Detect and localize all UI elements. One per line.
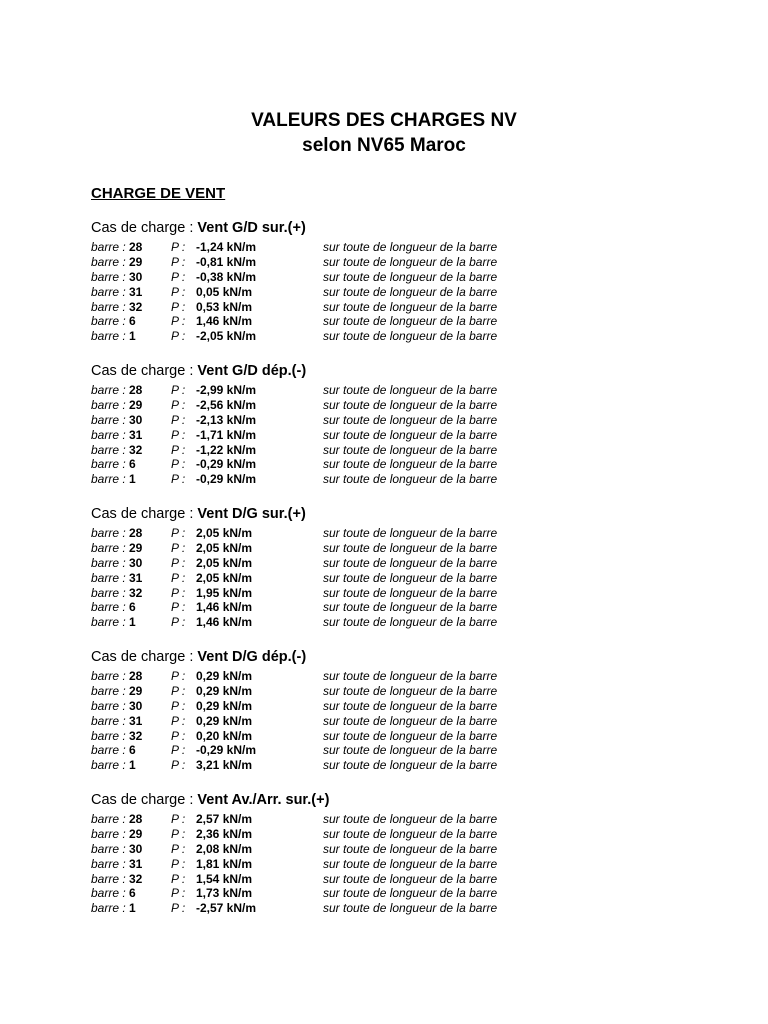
load-row: [91, 600, 691, 615]
p-label: P :: [171, 240, 186, 254]
load-row: [91, 886, 691, 901]
barre-label: barre :: [91, 442, 126, 457]
barre-number: 29: [129, 397, 143, 412]
load-row: [91, 812, 691, 827]
barre-number: 28: [129, 669, 143, 683]
barre-number: 29: [129, 540, 143, 555]
barre-number: 30: [129, 841, 143, 856]
barre-label: barre :: [91, 314, 126, 329]
load-value: -0,29 kN/m: [196, 457, 257, 472]
load-case-title: [91, 362, 691, 380]
load-description: sur toute de longueur de la barre: [323, 812, 498, 826]
load-description: sur toute de longueur de la barre: [323, 713, 498, 728]
load-value: 2,57 kN/m: [196, 812, 253, 826]
barre-number: 30: [129, 269, 143, 284]
load-description: sur toute de longueur de la barre: [323, 427, 498, 442]
barre-number: 28: [129, 812, 143, 826]
barre-number: 32: [129, 728, 143, 743]
load-case: [91, 648, 691, 773]
load-case: [91, 791, 691, 916]
p-label: P :: [171, 728, 186, 743]
load-description: sur toute de longueur de la barre: [323, 743, 498, 758]
load-case: [91, 219, 691, 344]
load-description: sur toute de longueur de la barre: [323, 555, 498, 570]
load-case-prefix: Cas de charge :: [91, 506, 198, 522]
p-label: P :: [171, 555, 186, 570]
load-value: 1,73 kN/m: [196, 886, 253, 901]
barre-number: 1: [129, 901, 136, 916]
barre-number: 6: [129, 600, 136, 615]
load-description: sur toute de longueur de la barre: [323, 698, 498, 713]
barre-label: barre :: [91, 570, 126, 585]
p-label: P :: [171, 886, 186, 901]
barre-label: barre :: [91, 412, 126, 427]
load-value: 0,29 kN/m: [196, 713, 253, 728]
load-value: -0,38 kN/m: [196, 269, 257, 284]
load-description: sur toute de longueur de la barre: [323, 826, 498, 841]
load-value: 0,29 kN/m: [196, 683, 253, 698]
p-label: P :: [171, 329, 186, 344]
load-row: [91, 428, 691, 443]
load-description: sur toute de longueur de la barre: [323, 526, 498, 540]
load-value: 1,95 kN/m: [196, 585, 253, 600]
load-description: sur toute de longueur de la barre: [323, 728, 498, 743]
barre-label: barre :: [91, 329, 126, 344]
p-label: P :: [171, 585, 186, 600]
load-row: [91, 270, 691, 285]
barre-number: 1: [129, 329, 136, 344]
barre-label: barre :: [91, 585, 126, 600]
p-label: P :: [171, 826, 186, 841]
load-value: -0,29 kN/m: [196, 472, 257, 487]
document-subtitle: selon NV65 Maroc: [302, 135, 466, 156]
barre-number: 6: [129, 457, 136, 472]
load-description: sur toute de longueur de la barre: [323, 540, 498, 555]
load-case-name: Vent D/G dép.(-): [197, 649, 307, 665]
load-row: [91, 729, 691, 744]
barre-label: barre :: [91, 457, 126, 472]
load-description: sur toute de longueur de la barre: [323, 901, 498, 916]
barre-label: barre :: [91, 269, 126, 284]
load-description: sur toute de longueur de la barre: [323, 412, 498, 427]
load-value: 1,46 kN/m: [196, 314, 253, 329]
barre-number: 32: [129, 442, 143, 457]
load-description: sur toute de longueur de la barre: [323, 669, 498, 683]
barre-label: barre :: [91, 713, 126, 728]
load-description: sur toute de longueur de la barre: [323, 269, 498, 284]
load-description: sur toute de longueur de la barre: [323, 284, 498, 299]
p-label: P :: [171, 901, 186, 916]
p-label: P :: [171, 615, 186, 630]
load-case-prefix: Cas de charge :: [91, 363, 198, 379]
load-description: sur toute de longueur de la barre: [323, 254, 498, 269]
barre-label: barre :: [91, 758, 126, 773]
load-description: sur toute de longueur de la barre: [323, 299, 498, 314]
load-row: [91, 443, 691, 458]
load-value: 0,29 kN/m: [196, 669, 253, 683]
load-description: sur toute de longueur de la barre: [323, 472, 498, 487]
load-value: -0,81 kN/m: [196, 254, 257, 269]
barre-number: 30: [129, 698, 143, 713]
load-description: sur toute de longueur de la barre: [323, 585, 498, 600]
load-row: [91, 571, 691, 586]
load-row: [91, 615, 691, 630]
p-label: P :: [171, 299, 186, 314]
load-description: sur toute de longueur de la barre: [323, 758, 498, 773]
section-heading: CHARGE DE VENT: [91, 185, 226, 202]
barre-label: barre :: [91, 397, 126, 412]
load-value: 0,05 kN/m: [196, 284, 253, 299]
barre-label: barre :: [91, 841, 126, 856]
load-case: [91, 505, 691, 630]
load-row: [91, 285, 691, 300]
load-case-prefix: Cas de charge :: [91, 649, 198, 665]
barre-number: 1: [129, 472, 136, 487]
p-label: P :: [171, 570, 186, 585]
barre-label: barre :: [91, 555, 126, 570]
load-row: [91, 329, 691, 344]
load-row: [91, 669, 691, 684]
load-value: -2,99 kN/m: [196, 383, 257, 397]
load-row: [91, 556, 691, 571]
barre-label: barre :: [91, 600, 126, 615]
load-value: -2,05 kN/m: [196, 329, 257, 344]
barre-number: 31: [129, 856, 143, 871]
load-row: [91, 714, 691, 729]
p-label: P :: [171, 540, 186, 555]
p-label: P :: [171, 284, 186, 299]
load-description: sur toute de longueur de la barre: [323, 314, 498, 329]
load-case-name: Vent D/G sur.(+): [197, 506, 306, 522]
load-value: -1,24 kN/m: [196, 240, 257, 254]
load-description: sur toute de longueur de la barre: [323, 615, 498, 630]
load-case-name: Vent G/D sur.(+): [197, 220, 306, 236]
load-value: 1,46 kN/m: [196, 615, 253, 630]
barre-number: 6: [129, 314, 136, 329]
p-label: P :: [171, 856, 186, 871]
p-label: P :: [171, 812, 186, 826]
p-label: P :: [171, 871, 186, 886]
load-row: [91, 255, 691, 270]
load-row: [91, 413, 691, 428]
load-value: 2,05 kN/m: [196, 570, 253, 585]
load-row: [91, 827, 691, 842]
p-label: P :: [171, 698, 186, 713]
barre-label: barre :: [91, 254, 126, 269]
barre-number: 6: [129, 886, 136, 901]
load-description: sur toute de longueur de la barre: [323, 383, 498, 397]
barre-label: barre :: [91, 526, 126, 540]
barre-label: barre :: [91, 698, 126, 713]
load-row: [91, 699, 691, 714]
load-value: 2,05 kN/m: [196, 526, 253, 540]
load-row: [91, 300, 691, 315]
load-case-prefix: Cas de charge :: [91, 220, 198, 236]
load-value: -2,57 kN/m: [196, 901, 257, 916]
load-value: 0,53 kN/m: [196, 299, 253, 314]
barre-number: 32: [129, 299, 143, 314]
barre-number: 29: [129, 683, 143, 698]
barre-label: barre :: [91, 284, 126, 299]
load-value: -2,56 kN/m: [196, 397, 257, 412]
load-description: sur toute de longueur de la barre: [323, 856, 498, 871]
barre-label: barre :: [91, 299, 126, 314]
p-label: P :: [171, 526, 186, 540]
barre-label: barre :: [91, 826, 126, 841]
barre-label: barre :: [91, 728, 126, 743]
load-description: sur toute de longueur de la barre: [323, 841, 498, 856]
load-case: [91, 362, 691, 487]
load-case-title: [91, 648, 691, 666]
load-row: [91, 314, 691, 329]
barre-number: 32: [129, 585, 143, 600]
load-row: [91, 398, 691, 413]
barre-label: barre :: [91, 240, 126, 254]
load-row: [91, 472, 691, 487]
barre-number: 30: [129, 555, 143, 570]
barre-number: 30: [129, 412, 143, 427]
p-label: P :: [171, 743, 186, 758]
barre-label: barre :: [91, 743, 126, 758]
barre-label: barre :: [91, 812, 126, 826]
load-description: sur toute de longueur de la barre: [323, 240, 498, 254]
p-label: P :: [171, 600, 186, 615]
barre-number: 28: [129, 383, 143, 397]
barre-number: 6: [129, 743, 136, 758]
barre-label: barre :: [91, 472, 126, 487]
p-label: P :: [171, 457, 186, 472]
load-description: sur toute de longueur de la barre: [323, 886, 498, 901]
load-row: [91, 526, 691, 541]
load-case-prefix: Cas de charge :: [91, 792, 198, 808]
load-row: [91, 872, 691, 887]
load-row: [91, 457, 691, 472]
load-value: 1,54 kN/m: [196, 871, 253, 886]
load-row: [91, 743, 691, 758]
barre-number: 28: [129, 526, 143, 540]
load-description: sur toute de longueur de la barre: [323, 871, 498, 886]
p-label: P :: [171, 269, 186, 284]
p-label: P :: [171, 442, 186, 457]
load-value: 2,05 kN/m: [196, 540, 253, 555]
load-value: 1,81 kN/m: [196, 856, 253, 871]
p-label: P :: [171, 383, 186, 397]
load-description: sur toute de longueur de la barre: [323, 397, 498, 412]
barre-number: 28: [129, 240, 143, 254]
barre-number: 29: [129, 254, 143, 269]
barre-number: 1: [129, 615, 136, 630]
load-row: [91, 857, 691, 872]
p-label: P :: [171, 669, 186, 683]
barre-number: 31: [129, 284, 143, 299]
barre-label: barre :: [91, 383, 126, 397]
load-value: 0,29 kN/m: [196, 698, 253, 713]
p-label: P :: [171, 841, 186, 856]
barre-number: 31: [129, 427, 143, 442]
load-description: sur toute de longueur de la barre: [323, 600, 498, 615]
load-value: -2,13 kN/m: [196, 412, 257, 427]
barre-label: barre :: [91, 886, 126, 901]
load-row: [91, 586, 691, 601]
load-value: 2,08 kN/m: [196, 841, 253, 856]
p-label: P :: [171, 683, 186, 698]
load-row: [91, 383, 691, 398]
p-label: P :: [171, 427, 186, 442]
p-label: P :: [171, 472, 186, 487]
document-title: VALEURS DES CHARGES NV: [251, 110, 517, 131]
barre-label: barre :: [91, 871, 126, 886]
load-value: -0,29 kN/m: [196, 743, 257, 758]
barre-number: 32: [129, 871, 143, 886]
load-row: [91, 240, 691, 255]
load-case-title: [91, 791, 691, 809]
p-label: P :: [171, 254, 186, 269]
p-label: P :: [171, 314, 186, 329]
p-label: P :: [171, 397, 186, 412]
load-value: 3,21 kN/m: [196, 758, 253, 773]
p-label: P :: [171, 713, 186, 728]
p-label: P :: [171, 412, 186, 427]
load-description: sur toute de longueur de la barre: [323, 329, 498, 344]
load-row: [91, 901, 691, 916]
load-description: sur toute de longueur de la barre: [323, 457, 498, 472]
barre-label: barre :: [91, 683, 126, 698]
load-case-title: [91, 505, 691, 523]
barre-label: barre :: [91, 901, 126, 916]
load-case-title: [91, 219, 691, 237]
load-row: [91, 842, 691, 857]
barre-number: 31: [129, 713, 143, 728]
load-description: sur toute de longueur de la barre: [323, 442, 498, 457]
load-row: [91, 758, 691, 773]
load-description: sur toute de longueur de la barre: [323, 570, 498, 585]
load-description: sur toute de longueur de la barre: [323, 683, 498, 698]
barre-label: barre :: [91, 540, 126, 555]
barre-label: barre :: [91, 669, 126, 683]
load-case-name: Vent G/D dép.(-): [197, 363, 307, 379]
barre-number: 1: [129, 758, 136, 773]
load-value: 2,36 kN/m: [196, 826, 253, 841]
barre-label: barre :: [91, 615, 126, 630]
load-row: [91, 684, 691, 699]
load-value: -1,22 kN/m: [196, 442, 257, 457]
barre-label: barre :: [91, 856, 126, 871]
load-case-name: Vent Av./Arr. sur.(+): [197, 792, 330, 808]
barre-number: 29: [129, 826, 143, 841]
load-value: 2,05 kN/m: [196, 555, 253, 570]
load-value: -1,71 kN/m: [196, 427, 257, 442]
barre-number: 31: [129, 570, 143, 585]
load-value: 1,46 kN/m: [196, 600, 253, 615]
load-value: 0,20 kN/m: [196, 728, 253, 743]
barre-label: barre :: [91, 427, 126, 442]
load-row: [91, 541, 691, 556]
p-label: P :: [171, 758, 186, 773]
